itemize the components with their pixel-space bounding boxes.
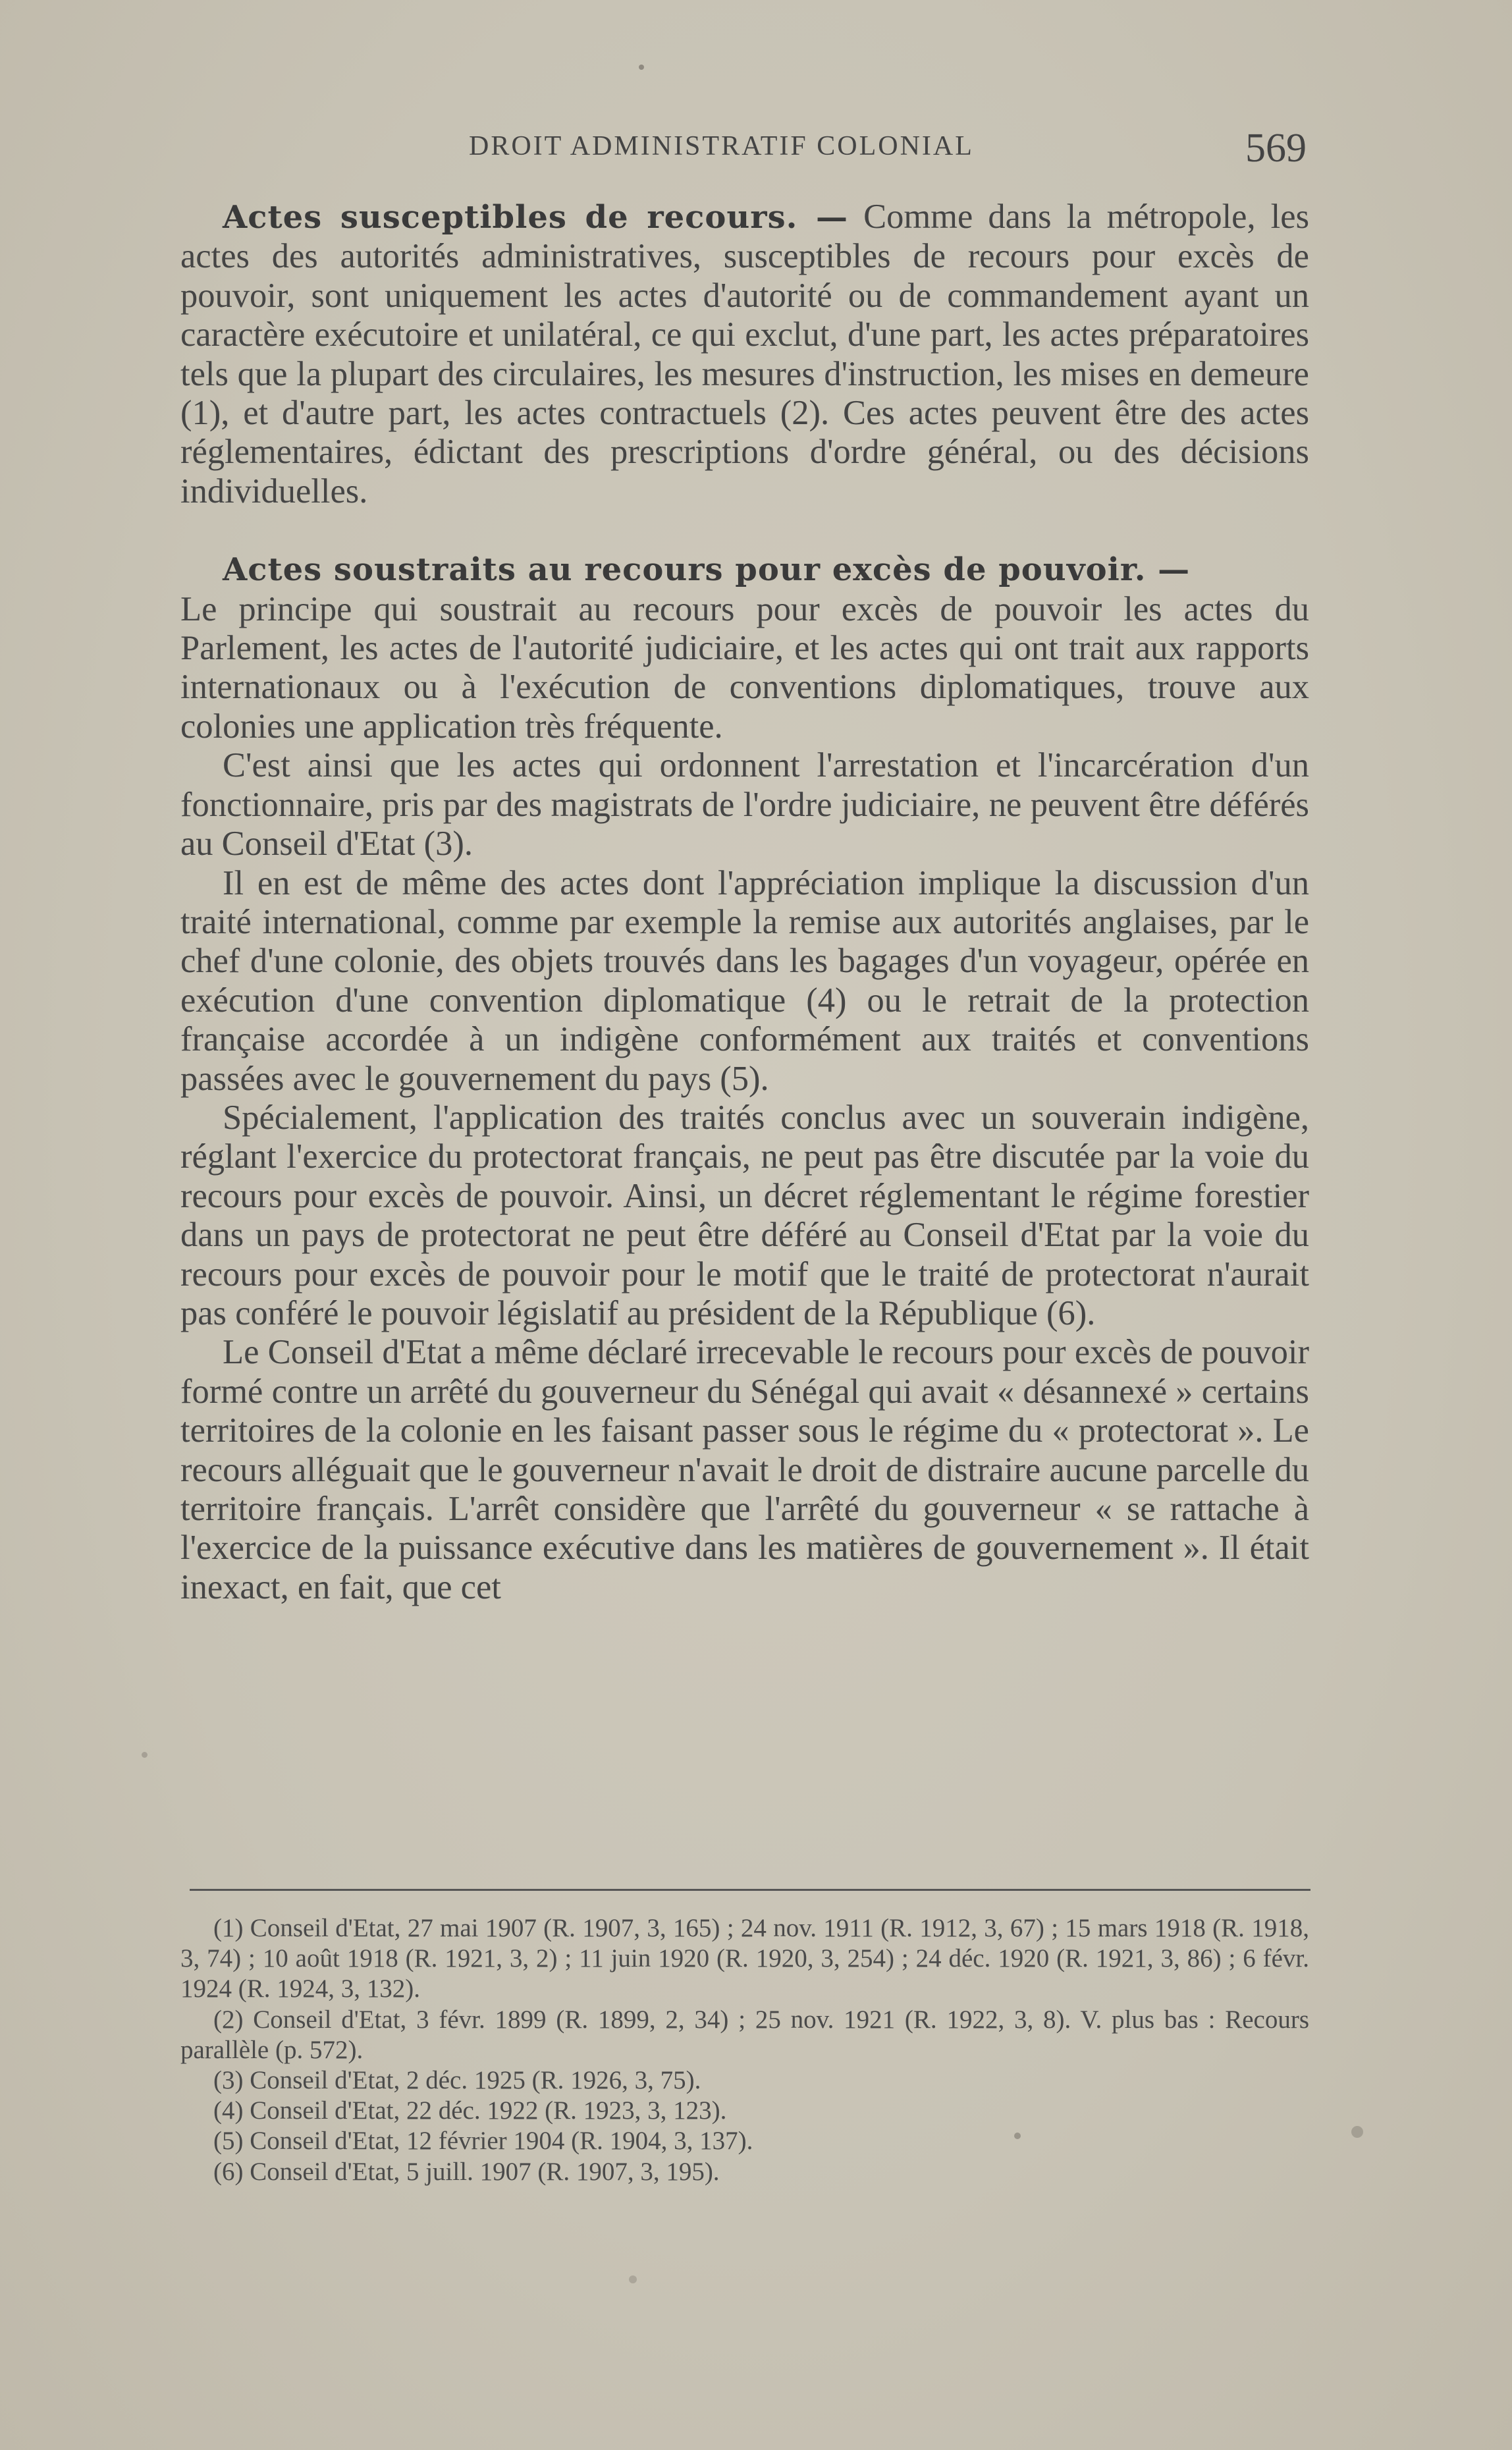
paper-speck [629,2275,637,2283]
paper-speck [639,65,644,70]
footnote-divider [190,1889,1310,1891]
section-text: Comme dans la métropole, les actes des autorités administratives, susceptibles de recours pour excès de pouvoir, sont uniquement les actes d'autorité ou de commandement ayant un caractère exécutoire et unilatéral, ce qui exclut, d'une part, les actes préparatoires tels que la plupart des circulaires, les mesures d'instruction, les mises en demeure (1), et d'autre part, les actes contractuels (2). Ces actes peuvent être des actes réglementaires, édictant des prescriptions d'ordre général, ou des décisions individuelles. [180,198,1310,510]
page-header [0,125,1512,178]
section-heading: Actes soustraits au recours pour excès de pouvoir. — [223,551,1191,589]
paragraph: Le Conseil d'Etat a même déclaré irrecevable le recours pour excès de pouvoir formé contre un arrêté du gouverneur du Sénégal qui avait « désannexé » certains territoires de la colonie en les faisant passer sous le régime du « protectorat ». Le recours alléguait que le gouverneur n'avait le droit de distraire aucune parcelle du territoire français. L'arrêt considère que l'arrêté du gouverneur « se rattache à l'exercice de la puissance exécutive dans les matières de gouvernement ». Il était inexact, en fait, que cet [180,1333,1309,1606]
paper-speck [142,1752,148,1758]
paragraph: C'est ainsi que les actes qui ordonnent l'arrestation et l'incarcération d'un fonctionnaire, pris par des magistrats de l'ordre judiciaire, ne peuvent être déférés au Conseil d'Etat (3). [180,746,1309,863]
section-gap [180,511,1309,550]
footnote: (4) Conseil d'Etat, 22 déc. 1922 (R. 1923, 3, 123). [213,2096,727,2125]
paragraph: Il en est de même des actes dont l'appréciation implique la discussion d'un traité international, comme par exemple la remise aux autorités anglaises, par le chef d'une colonie, des objets trouvés dans les bagages d'un voyageur, opérée en exécution d'une convention diplomatique (4) ou le retrait de la protection française accordée à un indigène conformément aux traités et conventions passées avec le gouvernement du pays (5). [180,863,1309,1098]
footnote: (3) Conseil d'Etat, 2 déc. 1925 (R. 1926, 3, 75). [213,2066,701,2095]
footnotes [180,1913,1309,2187]
running-title: DROIT ADMINISTRATIF COLONIAL [469,131,974,161]
paragraph: Le principe qui soustrait au recours pour excès de pouvoir les actes du Parlement, les actes de l'autorité judiciaire, et les actes qui ont trait aux rapports internationaux ou à l'exécution de conventions diplomatiques, trouve aux colonies une application très fréquente. [180,589,1309,746]
page-number: 569 [1245,126,1307,171]
body-text [180,198,1309,1607]
section-heading: Actes susceptibles de recours. — [223,199,848,236]
section-heading-actes-soustraits [180,550,1309,589]
footnote: (2) Conseil d'Etat, 3 févr. 1899 (R. 1899, 2, 34) ; 25 nov. 1921 (R. 1922, 3, 8). V. plus bas : Recours parallèle (p. 572). [180,2005,1309,2064]
footnote: (1) Conseil d'Etat, 27 mai 1907 (R. 1907, 3, 165) ; 24 nov. 1911 (R. 1912, 3, 67) ; 15 mars 1918 (R. 1918, 3, 74) ; 10 août 1918 (R. 1921, 3, 2) ; 11 juin 1920 (R. 1920, 3, 254) ; 24 déc. 1920 (R. 1921, 3, 86) ; 6 févr. 1924 (R. 1924, 3, 132). [180,1914,1309,2003]
section-actes-susceptibles [180,198,1309,511]
paper-speck [1351,2126,1363,2138]
paragraph: Spécialement, l'application des traités conclus avec un souverain indigène, réglant l'exercice du protectorat français, ne peut pas être discutée par la voie du recours pour excès de pouvoir. Ainsi, un décret réglementant le régime forestier dans un pays de protectorat ne peut être déféré au Conseil d'Etat par la voie du recours pour excès de pouvoir pour le motif que le traité de protectorat n'aurait pas conféré le pouvoir législatif au président de la République (6). [180,1098,1309,1332]
footnote: (5) Conseil d'Etat, 12 février 1904 (R. 1904, 3, 137). [213,2127,753,2156]
footnote: (6) Conseil d'Etat, 5 juill. 1907 (R. 1907, 3, 195). [213,2157,720,2186]
